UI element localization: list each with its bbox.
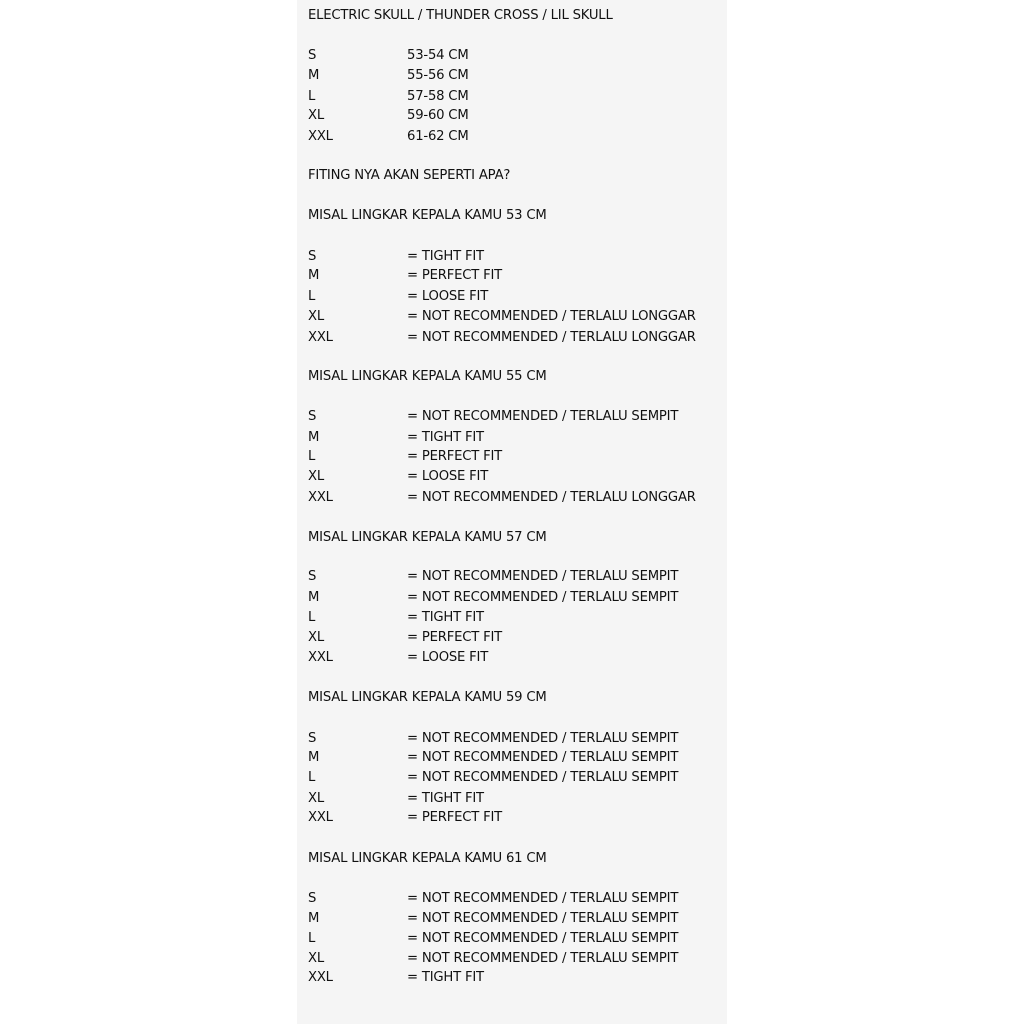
size-label: L <box>308 89 316 104</box>
fit-result: = NOT RECOMMENDED / TERLALU SEMPIT <box>407 569 679 584</box>
fit-result: = NOT RECOMMENDED / TERLALU SEMPIT <box>407 750 679 765</box>
size-measurement: 57-58 CM <box>407 89 469 104</box>
size-label: XL <box>308 108 324 123</box>
fit-result: = NOT RECOMMENDED / TERLALU LONGGAR <box>407 309 696 324</box>
example-heading: MISAL LINGKAR KEPALA KAMU 57 CM <box>308 530 547 545</box>
fit-result: = PERFECT FIT <box>407 449 502 464</box>
size-label: M <box>308 68 320 83</box>
fit-result: = TIGHT FIT <box>407 791 484 806</box>
example-heading: MISAL LINGKAR KEPALA KAMU 55 CM <box>308 369 547 384</box>
fit-result: = PERFECT FIT <box>407 810 502 825</box>
size-label: S <box>308 249 317 264</box>
size-label: S <box>308 569 317 584</box>
fit-result: = NOT RECOMMENDED / TERLALU SEMPIT <box>407 590 679 605</box>
size-label: S <box>308 409 317 424</box>
fit-question: FITING NYA AKAN SEPERTI APA? <box>308 168 511 183</box>
size-label: XL <box>308 951 324 966</box>
fit-result: = NOT RECOMMENDED / TERLALU SEMPIT <box>407 891 679 906</box>
size-label: L <box>308 449 316 464</box>
size-label: S <box>308 731 317 746</box>
fit-result: = NOT RECOMMENDED / TERLALU SEMPIT <box>407 409 679 424</box>
size-label: M <box>308 911 320 926</box>
fit-result: = TIGHT FIT <box>407 970 484 985</box>
size-measurement: 61-62 CM <box>407 129 469 144</box>
size-label: S <box>308 48 317 63</box>
fit-result: = NOT RECOMMENDED / TERLALU SEMPIT <box>407 951 679 966</box>
example-heading: MISAL LINGKAR KEPALA KAMU 61 CM <box>308 851 547 866</box>
product-title: ELECTRIC SKULL / THUNDER CROSS / LIL SKULL <box>308 8 613 23</box>
size-label: XXL <box>308 330 333 345</box>
fit-result: = NOT RECOMMENDED / TERLALU SEMPIT <box>407 931 679 946</box>
size-measurement: 53-54 CM <box>407 48 469 63</box>
size-label: XL <box>308 630 324 645</box>
fit-result: = LOOSE FIT <box>407 650 489 665</box>
size-label: L <box>308 931 316 946</box>
fit-result: = NOT RECOMMENDED / TERLALU SEMPIT <box>407 731 679 746</box>
size-label: XL <box>308 791 324 806</box>
size-measurement: 59-60 CM <box>407 108 469 123</box>
fit-result: = TIGHT FIT <box>407 249 484 264</box>
size-label: L <box>308 770 316 785</box>
size-label: M <box>308 750 320 765</box>
fit-result: = NOT RECOMMENDED / TERLALU SEMPIT <box>407 911 679 926</box>
size-label: XXL <box>308 810 333 825</box>
fit-result: = PERFECT FIT <box>407 268 502 283</box>
example-heading: MISAL LINGKAR KEPALA KAMU 53 CM <box>308 208 547 223</box>
fit-result: = TIGHT FIT <box>407 430 484 445</box>
fit-result: = PERFECT FIT <box>407 630 502 645</box>
size-label: S <box>308 891 317 906</box>
size-measurement: 55-56 CM <box>407 68 469 83</box>
size-label: L <box>308 610 316 625</box>
fit-result: = TIGHT FIT <box>407 610 484 625</box>
size-label: XL <box>308 309 324 324</box>
size-label: L <box>308 289 316 304</box>
size-label: M <box>308 430 320 445</box>
fit-result: = NOT RECOMMENDED / TERLALU LONGGAR <box>407 490 696 505</box>
size-guide-panel <box>297 0 727 1024</box>
fit-result: = LOOSE FIT <box>407 469 489 484</box>
size-label: M <box>308 268 320 283</box>
fit-result: = NOT RECOMMENDED / TERLALU LONGGAR <box>407 330 696 345</box>
size-label: XXL <box>308 650 333 665</box>
size-label: M <box>308 590 320 605</box>
fit-result: = LOOSE FIT <box>407 289 489 304</box>
example-heading: MISAL LINGKAR KEPALA KAMU 59 CM <box>308 690 547 705</box>
fit-result: = NOT RECOMMENDED / TERLALU SEMPIT <box>407 770 679 785</box>
size-label: XL <box>308 469 324 484</box>
size-label: XXL <box>308 490 333 505</box>
size-label: XXL <box>308 129 333 144</box>
size-label: XXL <box>308 970 333 985</box>
